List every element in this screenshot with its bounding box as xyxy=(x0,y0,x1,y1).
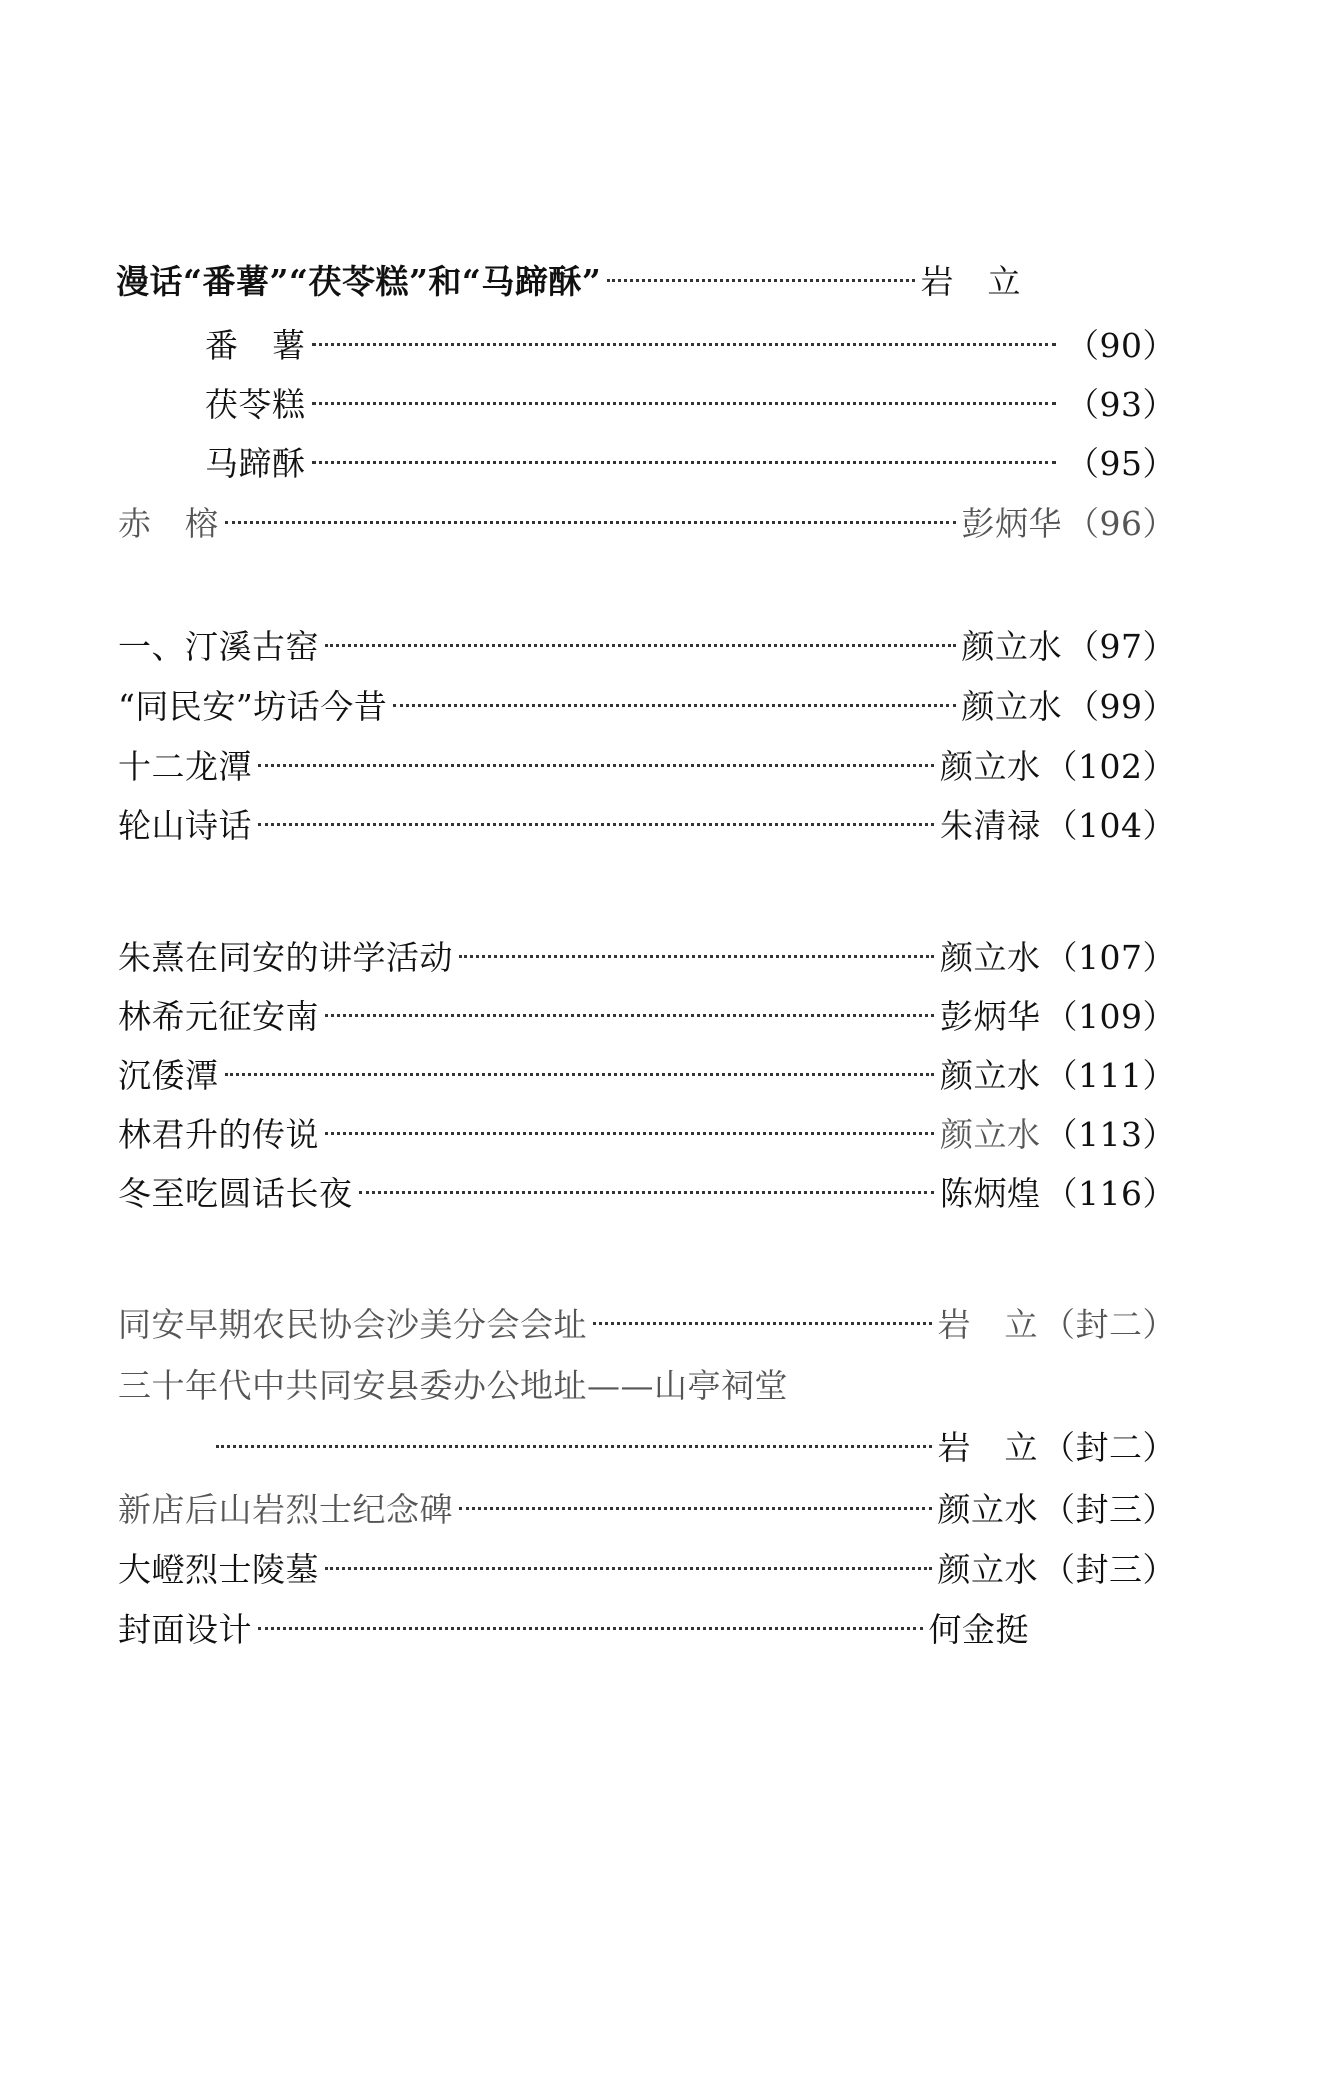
dot-leader xyxy=(225,521,956,524)
dot-leader xyxy=(258,1627,923,1630)
entry-author: 颜立水 xyxy=(937,1490,1038,1529)
toc-entry xyxy=(0,1606,1336,1654)
entry-page: （99） xyxy=(1066,687,1176,726)
entry-title: 朱熹在同安的讲学活动 xyxy=(118,938,453,977)
toc-entry xyxy=(0,258,1336,306)
dot-leader xyxy=(459,955,934,958)
entry-title: 马蹄酥 xyxy=(205,444,306,483)
entry-title: 冬至吃圆话长夜 xyxy=(118,1174,353,1213)
dot-leader xyxy=(312,402,1057,405)
entry-page: （封二） xyxy=(1042,1305,1176,1344)
entry-title: 番 薯 xyxy=(205,326,306,365)
dot-leader xyxy=(258,764,934,767)
toc-entry xyxy=(0,683,1336,731)
entry-page: （102） xyxy=(1044,747,1176,786)
toc-entry xyxy=(0,381,1336,429)
entry-author: 颜立水 xyxy=(940,747,1041,786)
entry-page: （104） xyxy=(1044,806,1176,845)
toc-entry xyxy=(0,623,1336,671)
entry-author: 岩 立 xyxy=(920,262,1021,301)
toc-entry xyxy=(0,934,1336,982)
entry-title: “同民安”坊话今昔 xyxy=(118,687,388,726)
entry-title: 封面设计 xyxy=(118,1610,252,1649)
entry-title: 赤 榕 xyxy=(118,504,219,543)
entry-title: 大嶝烈士陵墓 xyxy=(118,1550,319,1589)
entry-page: （93） xyxy=(1066,385,1176,424)
dot-leader xyxy=(325,644,956,647)
toc-entry xyxy=(0,1546,1336,1594)
dot-leader xyxy=(593,1322,932,1325)
toc-entry xyxy=(0,802,1336,850)
toc-entry xyxy=(0,322,1336,370)
dot-leader xyxy=(325,1132,934,1135)
dot-leader xyxy=(325,1567,932,1570)
entry-page: （封三） xyxy=(1042,1490,1176,1529)
toc-entry xyxy=(0,1111,1336,1159)
entry-author: 颜立水 xyxy=(937,1550,1038,1589)
dot-leader xyxy=(312,461,1057,464)
entry-page: （109） xyxy=(1044,997,1176,1036)
entry-page: （111） xyxy=(1044,1056,1176,1095)
entry-title: 三十年代中共同安县委办公地址——山亭祠堂 xyxy=(118,1366,788,1405)
dot-leader xyxy=(359,1191,935,1194)
entry-author: 陈炳煌 xyxy=(940,1174,1041,1213)
entry-author: 岩 立 xyxy=(937,1305,1038,1344)
entry-title: 茯苓糕 xyxy=(205,385,306,424)
entry-page: （封三） xyxy=(1042,1550,1176,1589)
dot-leader xyxy=(312,343,1057,346)
dot-leader xyxy=(258,823,934,826)
entry-page: （116） xyxy=(1044,1174,1176,1213)
entry-page: （90） xyxy=(1066,326,1176,365)
entry-title: 一、汀溪古窑 xyxy=(118,627,319,666)
entry-author: 岩 立 xyxy=(937,1428,1038,1467)
entry-page: （封二） xyxy=(1042,1428,1176,1467)
entry-title: 同安早期农民协会沙美分会会址 xyxy=(118,1305,587,1344)
entry-author: 彭炳华 xyxy=(940,997,1041,1036)
dot-leader xyxy=(325,1014,934,1017)
entry-title: 新店后山岩烈士纪念碑 xyxy=(118,1490,453,1529)
entry-page: （97） xyxy=(1066,627,1176,666)
entry-title: 轮山诗话 xyxy=(118,806,252,845)
toc-entry xyxy=(0,993,1336,1041)
toc-entry xyxy=(0,1170,1336,1218)
entry-author: 颜立水 xyxy=(961,627,1062,666)
entry-author: 颜立水 xyxy=(940,938,1041,977)
entry-title: 沉倭潭 xyxy=(118,1056,219,1095)
entry-title: 林君升的传说 xyxy=(118,1115,319,1154)
toc-entry xyxy=(0,1301,1336,1349)
entry-author: 彭炳华 xyxy=(961,504,1062,543)
dot-leader xyxy=(393,704,955,707)
entry-title: 林希元征安南 xyxy=(118,997,319,1036)
toc-entry xyxy=(0,1052,1336,1100)
entry-title: 漫话“番薯”“茯苓糕”和“马蹄酥” xyxy=(116,262,602,301)
dot-leader xyxy=(216,1445,932,1448)
entry-title: 十二龙潭 xyxy=(118,747,252,786)
entry-page: （95） xyxy=(1066,444,1176,483)
entry-page: （96） xyxy=(1066,504,1176,543)
dot-leader xyxy=(225,1073,935,1076)
entry-author: 朱清禄 xyxy=(940,806,1041,845)
entry-author: 颜立水 xyxy=(940,1056,1041,1095)
dot-leader xyxy=(459,1507,932,1510)
entry-page: （107） xyxy=(1044,938,1176,977)
entry-author: 何金挺 xyxy=(928,1610,1029,1649)
entry-author: 颜立水 xyxy=(961,687,1062,726)
dot-leader xyxy=(607,279,914,282)
toc-entry xyxy=(0,1424,1336,1472)
entry-page: （113） xyxy=(1044,1115,1176,1154)
toc-entry xyxy=(0,1486,1336,1534)
toc-entry xyxy=(0,743,1336,791)
toc-entry xyxy=(0,500,1336,548)
toc-entry xyxy=(0,440,1336,488)
toc-entry xyxy=(0,1362,1336,1410)
entry-author: 颜立水 xyxy=(940,1115,1041,1154)
